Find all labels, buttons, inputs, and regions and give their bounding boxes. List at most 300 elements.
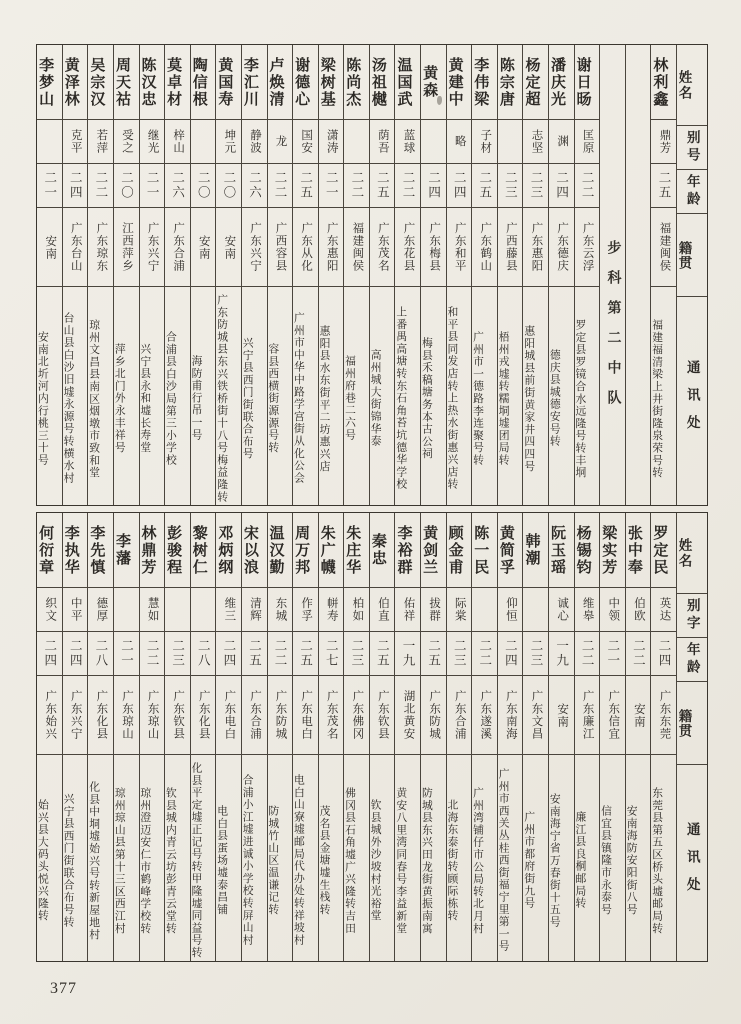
address-cell <box>191 287 216 505</box>
origin-cell-text: 广东兴宁 <box>69 690 82 740</box>
address-cell-text: 和平县同发店转上热水街惠兴店转 <box>446 306 459 491</box>
name-cell <box>575 45 600 120</box>
name-cell <box>498 45 523 120</box>
alias-cell <box>216 588 241 632</box>
address-cell <box>88 287 113 505</box>
origin-cell <box>165 208 190 287</box>
age-cell <box>216 164 241 208</box>
name-cell <box>549 513 574 588</box>
name-cell-text: 李先慎 <box>88 524 105 576</box>
age-cell-text: 二七 <box>324 639 339 668</box>
name-cell-text: 阮玉瑶 <box>549 524 566 576</box>
name-cell <box>472 45 497 120</box>
address-cell-text: 琼州琼山县第十三区西江村 <box>113 786 126 935</box>
person-column <box>113 45 139 505</box>
alias-cell <box>191 120 216 164</box>
name-cell <box>63 513 88 588</box>
address-cell-text: 广州市西关丛桂西街福宁里第一号 <box>497 768 510 953</box>
alias-cell <box>140 588 165 632</box>
age-cell-text: 二三 <box>528 171 543 200</box>
origin-cell <box>447 208 472 287</box>
address-cell-text: 容县西横街源源号转 <box>267 343 280 454</box>
origin-cell <box>140 208 165 287</box>
address-cell-text: 广州湾铺仔市公局转北月村 <box>472 786 485 935</box>
age-cell-text: 二四 <box>68 171 83 200</box>
header-column <box>676 45 707 505</box>
origin-cell-text: 广东合浦 <box>453 690 466 740</box>
name-cell-text: 陈宗唐 <box>497 56 514 108</box>
age-cell-text: 二二 <box>631 639 646 668</box>
origin-cell-text: 广东电白 <box>300 690 313 740</box>
origin-cell <box>600 676 625 755</box>
name-cell <box>395 45 420 120</box>
origin-cell-text: 江西萍乡 <box>120 222 133 272</box>
age-cell-text: 二二 <box>273 171 288 200</box>
alias-cell <box>626 588 651 632</box>
alias-cell-text: 东城 <box>274 597 287 622</box>
page-number: 377 <box>50 980 77 997</box>
address-cell <box>600 755 625 961</box>
address-cell-text: 兴宁县西门街联合布号转 <box>62 792 75 929</box>
age-cell <box>140 632 165 676</box>
person-column <box>394 513 420 961</box>
address-cell-text: 广东防城县东兴铁桥街十八号梅益隆转 <box>216 293 229 504</box>
age-cell <box>370 164 395 208</box>
alias-cell <box>140 120 165 164</box>
age-cell <box>626 632 651 676</box>
person-column <box>574 45 600 505</box>
name-cell <box>370 513 395 588</box>
age-cell-text: 一九 <box>554 639 569 668</box>
header-alias <box>677 126 707 170</box>
address-cell <box>37 755 62 961</box>
age-cell-text: 二四 <box>221 639 236 668</box>
alias-cell <box>421 120 446 164</box>
age-cell-text: 二五 <box>656 171 671 200</box>
name-cell-text: 黄森 <box>421 65 438 99</box>
age-cell <box>523 632 548 676</box>
origin-cell <box>114 676 139 755</box>
address-cell-text: 惠阳城县前街黄家井四四号 <box>523 324 536 473</box>
age-cell <box>421 632 446 676</box>
alias-cell-text: 静波 <box>248 129 261 154</box>
alias-cell <box>268 588 293 632</box>
name-cell-text: 陈尚杰 <box>344 56 361 108</box>
alias-cell-text: 英达 <box>658 597 671 622</box>
origin-cell-text: 安南 <box>556 702 569 728</box>
name-cell <box>498 513 523 588</box>
alias-cell-text: 略 <box>453 135 466 148</box>
alias-cell-text: 作孚 <box>300 597 313 622</box>
origin-cell <box>319 676 344 755</box>
address-cell <box>395 287 420 505</box>
origin-cell-text: 广东钦县 <box>172 690 185 740</box>
age-cell-text: 二二 <box>349 171 364 200</box>
address-cell <box>114 287 139 505</box>
origin-cell <box>191 208 216 287</box>
name-cell-text: 秦忠 <box>369 533 386 567</box>
age-cell-text: 二一 <box>42 171 57 200</box>
person-column <box>267 45 293 505</box>
address-cell-text: 福州府巷二六号 <box>344 355 357 442</box>
address-cell <box>191 755 216 961</box>
age-cell <box>88 164 113 208</box>
address-cell-text: 化县平定墟正记号转甲隆墟同益号转 <box>190 762 203 959</box>
origin-cell <box>447 676 472 755</box>
origin-cell-text: 广东防城 <box>274 690 287 740</box>
age-cell-text: 二三 <box>452 639 467 668</box>
name-cell-text: 温汉勤 <box>267 524 284 576</box>
person-column <box>241 513 267 961</box>
alias-cell <box>651 588 676 632</box>
address-cell <box>395 755 420 961</box>
origin-cell <box>242 676 267 755</box>
age-cell-text: 二五 <box>426 639 441 668</box>
alias-cell-text: 继光 <box>146 129 159 154</box>
age-cell <box>575 632 600 676</box>
origin-cell-text: 广东遂溪 <box>479 690 492 740</box>
name-cell <box>293 45 318 120</box>
section-spacer-column <box>625 45 651 505</box>
alias-cell <box>498 120 523 164</box>
origin-cell <box>395 208 420 287</box>
alias-cell-text: 坤元 <box>223 129 236 154</box>
person-column <box>471 513 497 961</box>
person-column <box>164 513 190 961</box>
origin-cell <box>37 676 62 755</box>
origin-cell-text: 广东南海 <box>504 690 517 740</box>
person-column <box>522 513 548 961</box>
person-column <box>215 45 241 505</box>
name-cell <box>140 45 165 120</box>
age-cell <box>447 164 472 208</box>
name-cell-text: 黄剑兰 <box>421 524 438 576</box>
header-address-text: 通讯处 <box>684 359 700 443</box>
age-cell <box>191 164 216 208</box>
alias-cell-text: 伯直 <box>376 597 389 622</box>
address-cell <box>498 287 523 505</box>
address-cell <box>472 755 497 961</box>
origin-cell-text: 广东云浮 <box>581 222 594 272</box>
name-cell-text: 彭骏程 <box>165 524 182 576</box>
age-cell-text: 二〇 <box>221 171 236 200</box>
age-cell-text: 二一 <box>119 639 134 668</box>
address-cell <box>575 287 600 505</box>
origin-cell-text: 广东防城 <box>428 690 441 740</box>
origin-cell-text: 广东琼山 <box>146 690 159 740</box>
alias-cell <box>191 588 216 632</box>
header-alias <box>677 594 707 638</box>
name-cell <box>293 513 318 588</box>
directory-table-top <box>36 44 708 506</box>
name-cell <box>216 45 241 120</box>
alias-cell <box>344 588 369 632</box>
age-cell-text: 二三 <box>170 639 185 668</box>
address-cell-text: 北海东泰街转顾际栋转 <box>446 799 459 922</box>
alias-cell-text: 匡原 <box>581 129 594 154</box>
person-column <box>62 513 88 961</box>
person-column <box>420 513 446 961</box>
address-cell-text: 安南海宁省万春街十五号 <box>549 792 561 929</box>
name-cell <box>319 45 344 120</box>
person-column <box>446 513 472 961</box>
address-cell <box>319 287 344 505</box>
alias-cell <box>242 588 267 632</box>
header-name <box>677 45 707 126</box>
name-cell <box>472 513 497 588</box>
age-cell <box>63 632 88 676</box>
origin-cell <box>140 676 165 755</box>
origin-cell <box>344 208 369 287</box>
origin-cell <box>421 676 446 755</box>
alias-cell-text: 柏如 <box>351 597 364 622</box>
name-cell <box>421 513 446 588</box>
address-cell-text: 合浦县白沙局第三小学校 <box>165 330 177 467</box>
alias-cell-text: 维皋 <box>581 597 594 622</box>
alias-cell-text: 志坚 <box>530 129 543 154</box>
name-cell <box>114 513 139 588</box>
address-cell-text: 化县中垌墟始兴号转新屋地村 <box>88 780 101 941</box>
name-cell-text: 李裕群 <box>395 524 412 576</box>
age-cell <box>216 632 241 676</box>
header-name-text: 姓名 <box>677 537 692 569</box>
alias-cell <box>319 588 344 632</box>
person-column <box>62 45 88 505</box>
address-cell-text: 安南北圻河内行桃三十号 <box>37 330 49 467</box>
name-cell-text: 陈汉忠 <box>139 56 156 108</box>
person-column <box>215 513 241 961</box>
alias-cell <box>88 588 113 632</box>
person-column <box>139 513 165 961</box>
origin-cell <box>242 208 267 287</box>
alias-cell-text: 际棠 <box>453 597 466 622</box>
header-column <box>676 513 707 961</box>
address-cell-text: 梅县禾稿塘务本古公祠 <box>421 337 433 460</box>
person-column <box>548 45 574 505</box>
address-cell-text: 福建福清梁上井街隆泉荣号转 <box>651 318 664 479</box>
alias-cell-text: 拔群 <box>428 597 441 622</box>
address-cell <box>549 287 574 505</box>
person-column <box>87 45 113 505</box>
origin-cell-text: 广东信宜 <box>607 690 620 740</box>
address-cell <box>421 287 446 505</box>
name-cell-text: 张中奉 <box>625 524 642 576</box>
name-cell <box>344 45 369 120</box>
alias-cell-text: 梓山 <box>172 129 185 154</box>
age-cell-text: 二六 <box>247 171 262 200</box>
age-cell-text: 二二 <box>273 639 288 668</box>
address-cell-text: 广州市一德路李连聚号转 <box>472 330 485 467</box>
alias-cell-text: 渊 <box>556 135 569 148</box>
age-cell-text: 二一 <box>324 171 339 200</box>
address-cell-text: 惠阳县水东街平二坊惠兴店 <box>318 324 331 473</box>
address-cell <box>549 755 574 961</box>
person-column <box>522 45 548 505</box>
age-cell-text: 二〇 <box>119 171 134 200</box>
name-cell <box>114 45 139 120</box>
alias-cell-text: 中平 <box>69 597 82 622</box>
age-cell <box>165 632 190 676</box>
alias-cell-text: 佑祥 <box>402 597 415 622</box>
origin-cell <box>165 676 190 755</box>
name-cell-text: 林鼎芳 <box>139 524 156 576</box>
address-cell-text: 罗定县罗镜合水远隆号转丰垌 <box>574 318 587 479</box>
address-cell <box>626 755 651 961</box>
age-cell-text: 二四 <box>452 171 467 200</box>
name-cell-text: 邓炳纲 <box>216 524 233 576</box>
address-cell <box>216 755 241 961</box>
alias-cell <box>242 120 267 164</box>
origin-cell-text: 广东台山 <box>69 222 82 272</box>
address-cell <box>447 755 472 961</box>
name-cell <box>216 513 241 588</box>
address-cell-text: 梧州戎墟转糯垌墟团局转 <box>497 330 510 467</box>
age-cell <box>549 632 574 676</box>
name-cell <box>268 513 293 588</box>
address-cell <box>293 287 318 505</box>
origin-cell-text: 福建闽侯 <box>658 222 671 272</box>
address-cell-text: 防城竹山区温谦记转 <box>267 805 280 916</box>
origin-cell <box>626 676 651 755</box>
name-cell <box>242 45 267 120</box>
origin-cell <box>651 676 676 755</box>
age-cell-text: 二五 <box>477 171 492 200</box>
name-cell <box>242 513 267 588</box>
age-cell-text: 二二 <box>145 639 160 668</box>
person-column <box>343 45 369 505</box>
person-column <box>446 45 472 505</box>
person-column <box>241 45 267 505</box>
origin-cell-text: 湖北黄安 <box>402 690 415 740</box>
person-column <box>497 513 523 961</box>
name-cell-text: 李执华 <box>62 524 79 576</box>
age-cell <box>472 632 497 676</box>
alias-cell <box>549 588 574 632</box>
person-column <box>599 513 625 961</box>
origin-cell-text: 广东廉江 <box>581 690 594 740</box>
name-cell <box>600 513 625 588</box>
person-column <box>625 513 651 961</box>
address-cell <box>523 755 548 961</box>
origin-cell-text: 广东钦县 <box>376 690 389 740</box>
alias-cell-text: 帡寿 <box>325 597 338 622</box>
alias-cell <box>523 120 548 164</box>
address-cell-text: 合浦小江墟进诚小学校转屏山村 <box>241 774 254 947</box>
name-cell-text: 朱广幭 <box>318 524 335 576</box>
alias-cell-text: 诚心 <box>556 597 569 622</box>
origin-cell <box>370 676 395 755</box>
alias-cell-text: 织文 <box>44 597 57 622</box>
address-cell <box>140 287 165 505</box>
header-alias-text: 别字 <box>684 598 700 633</box>
address-cell <box>370 287 395 505</box>
alias-cell <box>498 588 523 632</box>
name-cell <box>421 45 446 120</box>
address-cell-text: 始兴县大码头悦兴隆转 <box>37 799 49 922</box>
name-cell-text: 黎树仁 <box>190 524 207 576</box>
origin-cell <box>523 676 548 755</box>
age-cell <box>114 164 139 208</box>
name-cell <box>37 513 62 588</box>
address-cell-text: 德庆县城德安号转 <box>549 349 561 448</box>
header-age-text: 年龄 <box>684 174 700 209</box>
age-cell <box>344 632 369 676</box>
age-cell <box>319 164 344 208</box>
origin-cell-text: 广西容县 <box>274 222 287 272</box>
header-age <box>677 638 707 682</box>
age-cell-text: 二四 <box>503 639 518 668</box>
address-cell-text: 兴宁县西门街联合布号 <box>241 337 254 460</box>
age-cell-text: 二五 <box>298 171 313 200</box>
age-cell-text: 二四 <box>42 639 57 668</box>
age-cell-text: 二〇 <box>196 171 211 200</box>
name-cell <box>523 513 548 588</box>
address-cell-text: 萍乡北门外永丰祥号 <box>113 343 126 454</box>
address-cell-text: 廉江县良桐邮局转 <box>574 811 587 910</box>
section-column <box>599 45 625 505</box>
person-column <box>190 45 216 505</box>
origin-cell-text: 安南 <box>223 234 236 260</box>
address-cell-text: 佛冈县石角墟广兴隆转吉田 <box>344 786 357 935</box>
origin-cell-text: 广东茂名 <box>325 690 338 740</box>
name-cell-text: 顾金甫 <box>446 524 463 576</box>
address-cell <box>242 287 267 505</box>
age-cell <box>523 164 548 208</box>
origin-cell <box>370 208 395 287</box>
age-cell-text: 二三 <box>503 171 518 200</box>
name-cell <box>575 513 600 588</box>
origin-cell <box>293 208 318 287</box>
alias-cell-text: 伯欧 <box>632 597 645 622</box>
age-cell <box>651 632 676 676</box>
address-cell <box>114 755 139 961</box>
alias-cell <box>293 588 318 632</box>
age-cell <box>242 164 267 208</box>
age-cell <box>63 164 88 208</box>
age-cell <box>268 164 293 208</box>
origin-cell-text: 广东梅县 <box>428 222 441 272</box>
age-cell-text: 二三 <box>528 639 543 668</box>
address-cell-text: 琼州文昌县南区烟墩市致和堂 <box>88 318 101 479</box>
header-alias-text: 别号 <box>684 130 700 165</box>
alias-cell <box>421 588 446 632</box>
name-cell-text: 李藩 <box>113 533 130 567</box>
name-cell-text: 李汇川 <box>241 56 258 108</box>
origin-cell <box>472 676 497 755</box>
age-cell-text: 二三 <box>349 639 364 668</box>
address-cell <box>472 287 497 505</box>
origin-cell <box>472 208 497 287</box>
address-cell <box>63 287 88 505</box>
name-cell-text: 潘庆光 <box>549 56 566 108</box>
name-cell-text: 陶信根 <box>190 56 207 108</box>
alias-cell <box>293 120 318 164</box>
address-cell-text: 防城县东兴田龙街黄振南寓 <box>421 786 433 935</box>
age-cell-text: 二六 <box>170 171 185 200</box>
alias-cell <box>575 120 600 164</box>
name-cell <box>63 45 88 120</box>
age-cell <box>37 632 62 676</box>
name-cell <box>191 513 216 588</box>
age-cell-text: 二四 <box>68 639 83 668</box>
address-cell <box>63 755 88 961</box>
origin-cell-text: 广东兴宁 <box>146 222 159 272</box>
address-cell-text: 广州市中华中路学宫街从化公会 <box>293 312 305 485</box>
person-column <box>87 513 113 961</box>
origin-cell <box>498 676 523 755</box>
origin-cell <box>268 676 293 755</box>
address-cell-text: 电白山寮墟邮局代办处转祥坡村 <box>293 774 305 947</box>
